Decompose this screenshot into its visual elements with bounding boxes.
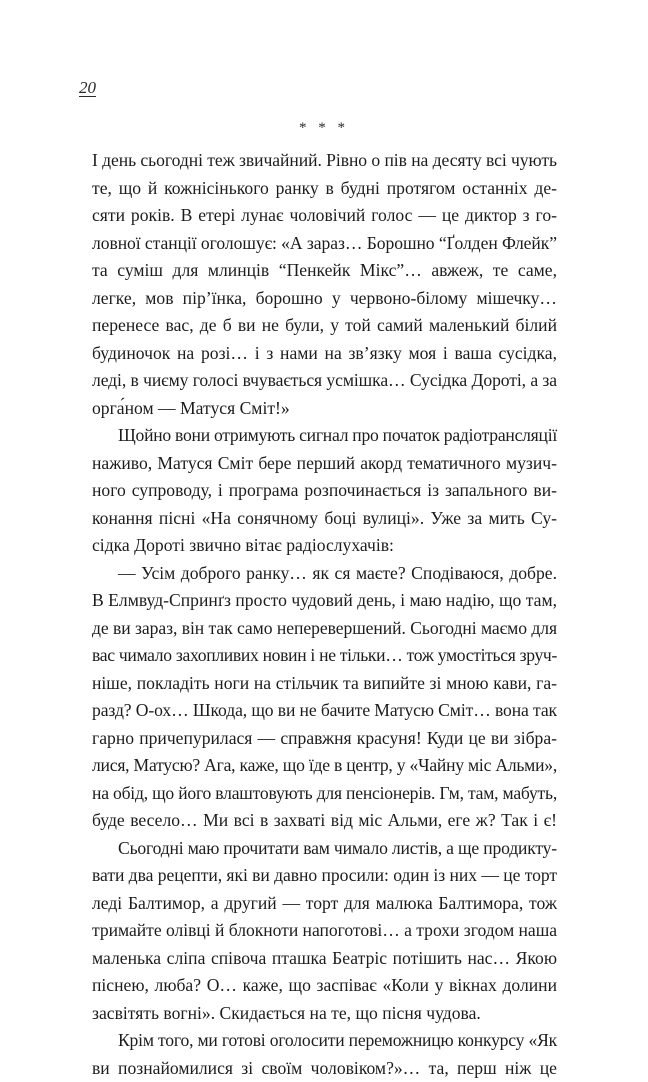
text-line: на обід, що його влаштовують для пенсіонерів. Гм, там, мабуть, bbox=[92, 780, 557, 808]
text-line: І день сьогодні теж звичайний. Рівно о пів на десяту всі чують bbox=[92, 147, 557, 175]
section-separator: * * * bbox=[0, 120, 648, 137]
text-line: буде весело… Ми всі в захваті від міс Альми, еге ж? Так і є! bbox=[92, 807, 557, 835]
text-line: — Усім доброго ранку… як ся маєте? Сподіваюся, добре. bbox=[92, 560, 557, 588]
text-line: конання пісні «На сонячному боці вулиці». Уже за мить Су- bbox=[92, 505, 557, 533]
text-line: леді Балтимор, а другий — торт для малюка Балтимора, тож bbox=[92, 890, 557, 918]
text-line: будиночок на розі… і з нами на зв’язку моя і ваша сусідка, bbox=[92, 340, 557, 368]
text-line: орга́ном — Матуся Сміт!» bbox=[92, 395, 557, 423]
text-line: легке, мов пір’їнка, борошно у червоно-білому мішечку… bbox=[92, 285, 557, 313]
text-line: та суміш для млинців “Пенкейк Мікс”… авжеж, те саме, bbox=[92, 257, 557, 285]
text-line: де ви зараз, він так само неперевершений. Сьогодні маємо для bbox=[92, 615, 557, 643]
text-line: тримайте олівці й блокноти напоготові… а трохи згодом наша bbox=[92, 917, 557, 945]
text-line: Сьогодні маю прочитати вам чимало листів, а ще продикту- bbox=[92, 835, 557, 863]
text-line: наживо, Матуся Сміт бере перший акорд тематичного музич- bbox=[92, 450, 557, 478]
text-line: ловної станції оголошує: «А зараз… Борошно “Ґолден Флейк” bbox=[92, 230, 557, 258]
text-line: разд? О-ох… Шкода, що ви не бачите Матусю Сміт… вона так bbox=[92, 697, 557, 725]
page-number: 20 bbox=[79, 78, 96, 98]
text-line: Щойно вони отримують сигнал про початок радіотрансляції bbox=[92, 422, 557, 450]
text-line: вас чимало захопливих новин і не тільки… тож умостіться зруч- bbox=[92, 642, 557, 670]
text-line: ви познайомилися зі своїм чоловіком?»… та, перш ніж це bbox=[92, 1055, 557, 1082]
text-line: ного супроводу, і програма розпочинається із запального ви- bbox=[92, 477, 557, 505]
text-line: те, що й кожнісінького ранку в будні протягом останніх де- bbox=[92, 175, 557, 203]
text-line: леді, в чиєму голосі вчувається усмішка… Сусідка Дороті, а за bbox=[92, 367, 557, 395]
text-line: В Елмвуд-Спринґз просто чудовий день, і маю надію, що там, bbox=[92, 587, 557, 615]
text-line: Крім того, ми готові оголосити переможницю конкурсу «Як bbox=[92, 1027, 557, 1055]
text-line: сяти років. В етері лунає чоловічий голос — це диктор з го- bbox=[92, 202, 557, 230]
text-line: перенесе вас, де б ви не були, у той самий маленький білий bbox=[92, 312, 557, 340]
text-line: ніше, покладіть ноги на стільчик та випийте зі мною кави, га- bbox=[92, 670, 557, 698]
text-line: маленька сліпа співоча пташка Беатріс потішить нас… Якою bbox=[92, 945, 557, 973]
text-line: лися, Матусю? Ага, каже, що їде в центр, у «Чайну міс Альми», bbox=[92, 752, 557, 780]
text-line: сідка Дороті звично вітає радіослухачів: bbox=[92, 532, 557, 560]
text-line: гарно причепурилася — справжня красуня! Куди це ви зібра- bbox=[92, 725, 557, 753]
body-text bbox=[92, 147, 557, 1082]
text-line: піснею, люба? О… каже, що заспіває «Коли у вікнах долини bbox=[92, 972, 557, 1000]
text-line: засвітять вогні». Скидається на те, що пісня чудова. bbox=[92, 1000, 557, 1028]
text-line: вати два рецепти, які ви давно просили: один із них — це торт bbox=[92, 862, 557, 890]
